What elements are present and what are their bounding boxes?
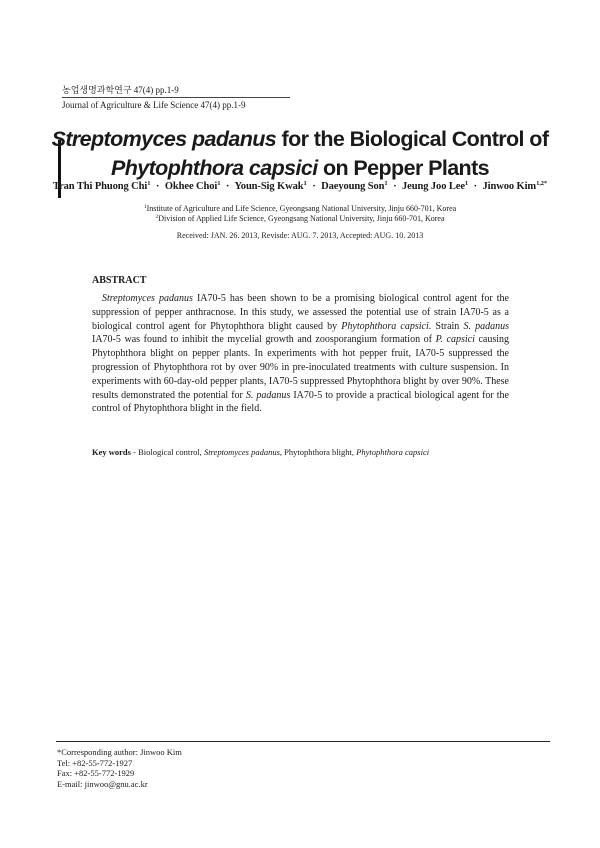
corresponding-author-footnote <box>57 747 182 789</box>
author-list <box>40 181 560 193</box>
title-species-2: Phytophthora capsici <box>110 156 318 180</box>
keywords-label: Key words <box>92 447 131 457</box>
abstract-text: causing Phytophthora blight on pepper plants. In experiments with hot pepper fruit, IA70-5 suppressed the progression of Phytophthora rot by over 90% in pre-inoculated treatments with culture suspension. In experiments with 60-day-old pepper plants, IA70-5 suppressed Phytophthora blight by over 90%. These results demonstrated the potential for <box>92 334 509 401</box>
abstract-text: IA70-5 has been shown to be a promising biological control agent for the suppression of pepper anthracnose. In this study, we assessed the potential use of strain IA70-5 as a biological control agent for Phytophthora blight caused by <box>92 293 509 332</box>
title-line-2 <box>40 154 560 183</box>
affiliation-2 <box>40 214 560 224</box>
title-species-1: Streptomyces padanus <box>51 127 277 151</box>
title-text-2: on Pepper Plants <box>317 156 490 180</box>
keyword-species: Streptomyces padanus <box>203 447 280 457</box>
affiliation-mark: 2 <box>155 214 159 220</box>
keyword-species: Phytophthora capsici <box>356 447 430 457</box>
journal-name-english: Journal of Agriculture & Life Science 47(4) pp.1-9 <box>62 100 246 110</box>
author-name: Jinwoo Kim <box>482 181 537 192</box>
keywords <box>92 447 522 458</box>
author-affil-mark: 1 <box>384 180 388 187</box>
author-affil-mark: 1,2* <box>536 180 548 187</box>
abstract-heading: ABSTRACT <box>92 275 147 286</box>
title-line-1 <box>40 125 560 154</box>
affiliation-mark: 1 <box>143 204 147 210</box>
footnote-divider <box>56 741 550 742</box>
author-name: Daeyoung Son <box>321 181 385 192</box>
keyword-text: Biological control, <box>138 447 204 457</box>
affiliation-1 <box>40 204 560 214</box>
author-separator: · <box>155 181 160 192</box>
author-name: Tran Thi Phuong Chi <box>52 181 148 192</box>
received-dates: Received: JAN. 26. 2013, Revisde: AUG. 7. 2013, Accepted: AUG. 10. 2013 <box>176 231 424 240</box>
author-name: Jeung Joo Lee <box>402 181 465 192</box>
paper-title <box>40 125 560 183</box>
abstract-species: Phytophthora capsici <box>341 320 429 332</box>
keywords-dash: - <box>130 447 139 457</box>
author-affil-mark: 1 <box>303 180 307 187</box>
author-separator: · <box>393 181 397 192</box>
author-email: E-mail: jinwoo@gnu.ac.kr <box>57 778 148 789</box>
journal-name-korean: 농업생명과학연구 47(4) pp.1-9 <box>62 85 290 98</box>
author-affil-mark: 1 <box>217 180 221 187</box>
abstract-species: P. capsici <box>435 334 475 346</box>
author-separator: · <box>312 181 316 192</box>
affiliation-text: Institute of Agriculture and Life Science, Gyeongsang National University, Jinju 660-701, Korea <box>146 204 457 213</box>
author-phone: Tel: +82-55-772-1927 <box>57 757 133 768</box>
abstract-body <box>92 292 509 416</box>
author-name: Youn-Sig Kwak <box>234 181 304 192</box>
affiliation-text: Division of Applied Life Science, Gyeongsang National University, Jinju 660-701, Korea <box>158 214 445 223</box>
author-affil-mark: 1 <box>464 180 469 187</box>
abstract-text: . Strain <box>428 320 464 332</box>
abstract-text: IA70-5 was found to inhibit the mycelial growth and zoosporangium formation of <box>92 334 436 346</box>
corresponding-author: *Corresponding author: Jinwoo Kim <box>57 747 182 757</box>
abstract-species: S. padanus <box>245 389 291 401</box>
author-affil-mark: 1 <box>147 180 151 187</box>
author-fax: Fax: +82-55-772-1929 <box>57 768 135 778</box>
abstract-species: S. padanus <box>463 320 510 332</box>
author-name: Okhee Choi <box>164 181 218 192</box>
abstract-species: Streptomyces padanus <box>102 293 193 304</box>
author-separator: · <box>473 181 477 192</box>
keyword-text: , Phytophthora blight, <box>279 447 357 457</box>
journal-header <box>62 85 290 110</box>
abstract-text: IA70-5 to provide a practical biological agent for the control of Phytophthora blight in the field. <box>92 389 509 415</box>
title-text-1: for the Biological Control of <box>276 127 549 151</box>
author-separator: · <box>225 181 230 192</box>
